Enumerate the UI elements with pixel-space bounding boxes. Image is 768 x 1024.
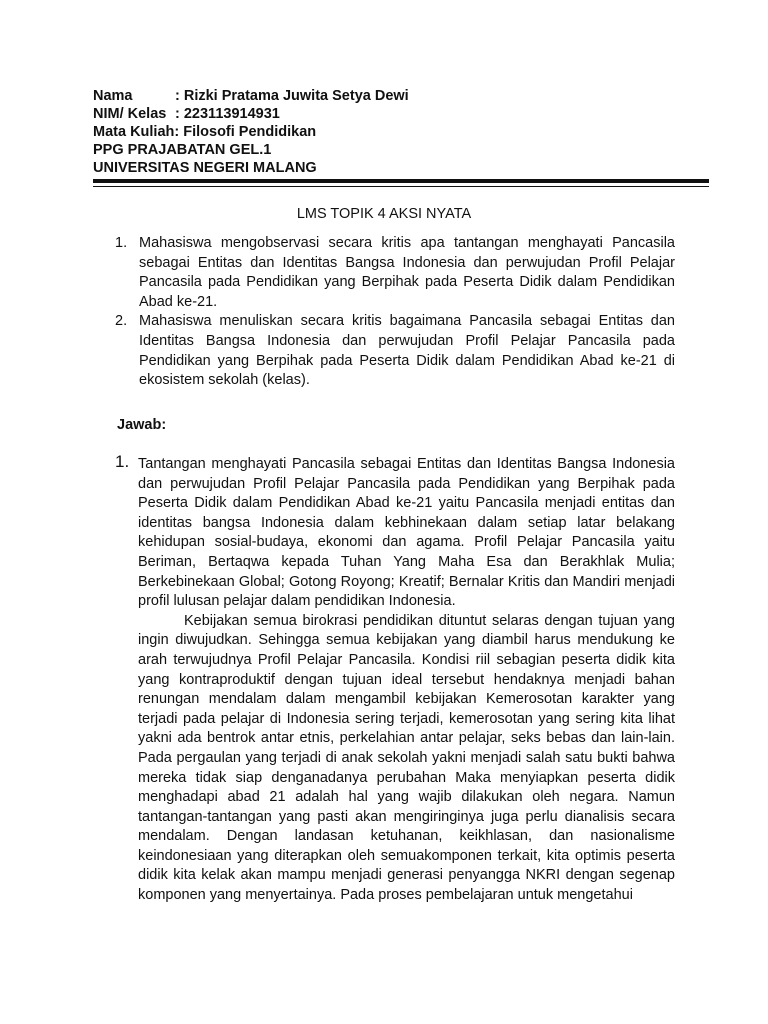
header-rule-thin <box>93 186 709 187</box>
nim-row <box>93 105 409 123</box>
answer-paragraph-2: Kebijakan semua birokrasi pendidikan dituntut selaras dengan tujuan yang ingin diwujudkan. Sehingga semua kebijakan yang diambil harus mendukung ke arah terwujudnya Profil Pelajar Pancasila. Kondisi riil sebagian peserta didik kita yang kontraproduktif dengan tujuan ideal tersebut hendaknya menjadi bahan renungan mendalam dalam mengambil kebijakan Kemerosotan karakter yang terjadi pada pelajar di Indonesia sering terjadi, kemerosotan yang sering kita lihat yakni ada bentrok antar etnis, perkelahian antar pelajar, seks bebas dan lain-lain. Pada pergaulan yang terjadi di anak sekolah yakni menjadi salah satu bukti bahwa mereka tidak siap denganadanya perubahan Maka menyiapkan peserta didik menghadapi abad 21 adalah hal yang wajib dilakukan oleh negara. Namun tantangan-tantangan yang pasti akan mengiringinya juga perlu dianalisis secara mendalam. Dengan landasan ketuhanan, keikhlasan, dan nasionalisme keindonesiaan yang diterapkan oleh semuakomponen terkait, kita optimis peserta didik kita kelak akan mampu menjadi generasi penyangga NKRI dengan segenap komponen yang menyertainya. Pada proses pembelajaran untuk mengetahui <box>138 612 675 904</box>
course-label: Mata Kuliah <box>93 124 175 140</box>
answer-text <box>138 455 675 906</box>
nim-value: : 223113914931 <box>175 106 280 122</box>
question-text: Mahasiswa mengobservasi secara kritis apa tantangan menghayati Pancasila sebagai Entitas dan Identitas Bangsa Indonesia dan perwujudan Profil Pelajar Pancasila pada Pendidikan yang Berpihak pada Peserta Didik dalam Pendidikan Abad ke-21. <box>139 235 675 310</box>
answer-number: 1. <box>115 452 130 471</box>
question-number: 2. <box>115 313 128 330</box>
question-number: 1. <box>115 235 128 251</box>
question-text: Mahasiswa menuliskan secara kritis bagaimana Pancasila sebagai Entitas dan Identitas Bangsa Indonesia dan perwujudan Profil Pelajar Pancasila pada Pendidikan yang Berpihak pada Peserta Didik dalam Pendidikan Abad ke-21 di ekosistem sekolah (kelas). <box>139 313 675 389</box>
program-line: PPG PRAJABATAN GEL.1 <box>93 142 272 158</box>
question-item <box>115 312 675 390</box>
answer-heading: Jawab: <box>117 417 167 433</box>
name-row <box>93 87 409 105</box>
university-line: UNIVERSITAS NEGERI MALANG <box>93 160 317 176</box>
name-value: : Rizki Pratama Juwita Setya Dewi <box>175 88 409 104</box>
question-item <box>115 234 675 312</box>
nim-label: NIM/ Kelas <box>93 106 167 122</box>
course-value: : Filosofi Pendidikan <box>174 124 317 140</box>
question-list <box>115 234 675 391</box>
name-label: Nama <box>93 88 133 104</box>
header-rule-thick <box>93 179 709 183</box>
course-row <box>93 123 409 141</box>
document-title: LMS TOPIK 4 AKSI NYATA <box>296 206 472 222</box>
answer-paragraph-1: Tantangan menghayati Pancasila sebagai Entitas dan Identitas Bangsa Indonesia dan perwujudan Profil Pelajar Pancasila pada Pendidikan yang Berpihak pada Peserta Didik dalam Pendidikan Abad ke-21 yaitu Pancasila menjadi entitas dan identitas bangsa Indonesia dalam kebhinekaan dalam setiap latar belakang kehidupan sosial-budaya, ekonomi dan agama. Profil Pelajar Pancasila yaitu Beriman, Bertaqwa kepada Tuhan Yang Maha Esa dan Berakhlak Mulia; Berkebinekaan Global; Gotong Royong; Kreatif; Bernalar Kritis dan Mandiri menjadi profil lulusan pelajar dalam pendidikan Indonesia. <box>138 456 675 610</box>
student-info-header <box>93 87 409 177</box>
answer-block <box>115 452 675 906</box>
